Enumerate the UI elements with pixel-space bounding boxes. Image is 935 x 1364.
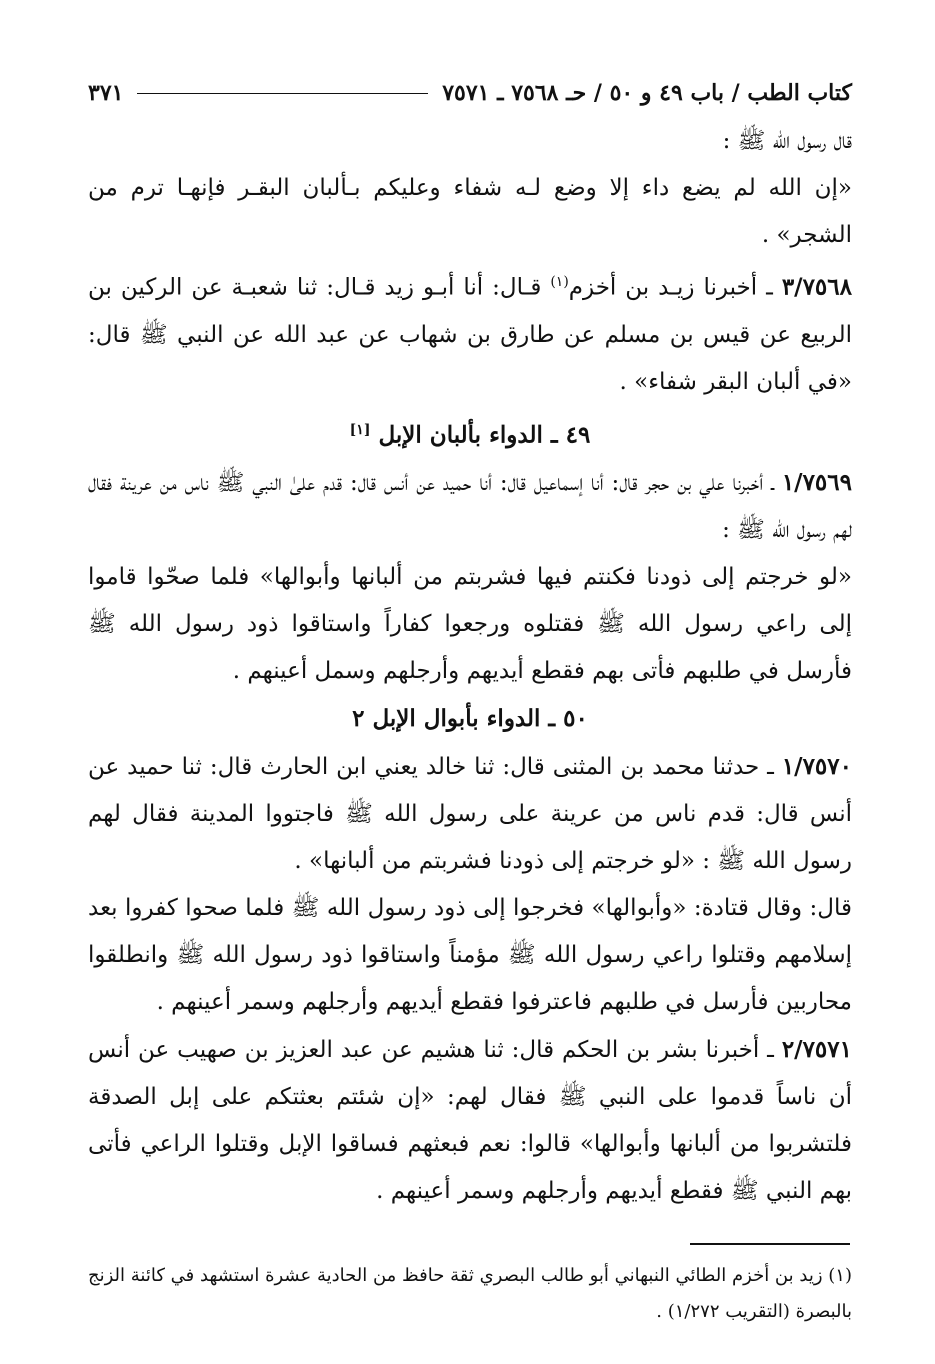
chapter-title: ٥٠ ـ الدواء بأبوال الإبل ٢	[352, 705, 588, 733]
page-number: ٣٧١	[88, 80, 124, 106]
chapter-ref: [١]	[349, 421, 371, 438]
hadith-7569	[88, 459, 852, 554]
chapter-heading-49	[88, 406, 852, 460]
hadith-text: ـ أخبرنا زيـد بن أخزم	[568, 274, 782, 301]
hadith-number: ٣/٧٥٦٨	[781, 273, 852, 301]
hadith-text: ـ أخبرنا علي بن حجر قال: أنا إسماعيل قال: أنا حميد عن أنس قال: قدم علىٰ النبي ﷺ ناس من عرينة فقال لهم رسول الله ﷺ :	[88, 470, 852, 544]
header-rule	[137, 93, 428, 94]
footnote: (١) زيد بن أخزم الطائي النبهاني أبو طالب البصري ثقة حافظ من الحادية عشرة استشهد في كائنة الزنج بالبصرة (التقريب ١/٢٧٢) .	[88, 1265, 852, 1322]
hadith-7571	[88, 1026, 852, 1215]
footnote-marker[interactable]: (١)	[550, 274, 569, 290]
hadith-7570	[88, 743, 852, 885]
hadith-text-cont: قـال: أنا أبـو زيد قـال: ثنا شعبـة عن الركين بن الربيع عن قيس بن مسلم عن طارق بن شهاب عن عبد الله عن النبي ﷺ قال: «في ألبان البقر شفاء» .	[88, 274, 852, 395]
header-title: كتاب الطب / باب ٤٩ و ٥٠ / حـ ٧٥٦٨ ـ ٧٥٧١	[442, 80, 852, 106]
hadith-number: ١/٧٥٧٠	[781, 753, 852, 781]
footnote-rule	[690, 1243, 850, 1245]
running-header	[88, 70, 852, 116]
paragraph-intro: قال رسول الله ﷺ :	[722, 128, 852, 154]
hadith-number: ١/٧٥٦٩	[781, 469, 852, 497]
hadith-text: ـ أخبرنا بشر بن الحكم قال: ثنا هشيم عن عبد العزيز بن صهيب عن أنس أن ناساً قدموا على النبي ﷺ فقال لهم: «إن شئتم بعثتكم على إبل الصدقة فلتشربوا من ألبانها وأبوالها» قالوا: نعم فبعثهم فساقوا الإبل وقتلوا الراعي فأتى بهم النبي ﷺ فقطع أيديهم وأرجلهم وسمر أعينهم .	[88, 1037, 852, 1205]
hadith-7568	[88, 259, 852, 406]
chapter-title: ٤٩ ـ الدواء بألبان الإبل	[378, 421, 591, 449]
chapter-heading-50	[88, 695, 852, 743]
hadith-7570-cont: قال: وقال قتادة: «وأبوالها» فخرجوا إلى ذود رسول الله ﷺ فلما صحوا كفروا بعد إسلامهم وقتلوا راعي رسول الله ﷺ مؤمناً واستاقوا ذود رسول الله ﷺ وانطلقوا محاربين فأرسل في طلبهم فاعترفوا فقطع أيديهم وأرجلهم وسمر أعينهم .	[88, 895, 852, 1016]
hadith-quote: «إن الله لم يضع داء إلا وضع لـه شفاء وعليكم بـألبان البقـر فإنهـا ترم من الشجر» .	[88, 175, 852, 248]
hadith-number: ٢/٧٥٧١	[781, 1036, 852, 1064]
page-body	[88, 70, 852, 1215]
hadith-text: ـ حدثنا محمد بن المثنى قال: ثنا خالد يعني ابن الحارث قال: ثنا حميد عن أنس قال: قدم ناس من عرينة على رسول الله ﷺ فاجتووا المدينة فقال لهم رسول الله ﷺ : «لو خرجتم إلى ذودنا فشربتم من ألبانها» .	[88, 754, 852, 875]
hadith-7569-quote: «لو خرجتم إلى ذودنا فكنتم فيها فشربتم من ألبانها وأبوالها» فلما صحّوا قاموا إلى راعي رسول الله ﷺ فقتلوه ورجعوا كفاراً واستاقوا ذود رسول الله ﷺ فأرسل في طلبهم فأتى بهم فقطع أيديهم وأرجلهم وسمل أعينهم .	[88, 564, 852, 685]
